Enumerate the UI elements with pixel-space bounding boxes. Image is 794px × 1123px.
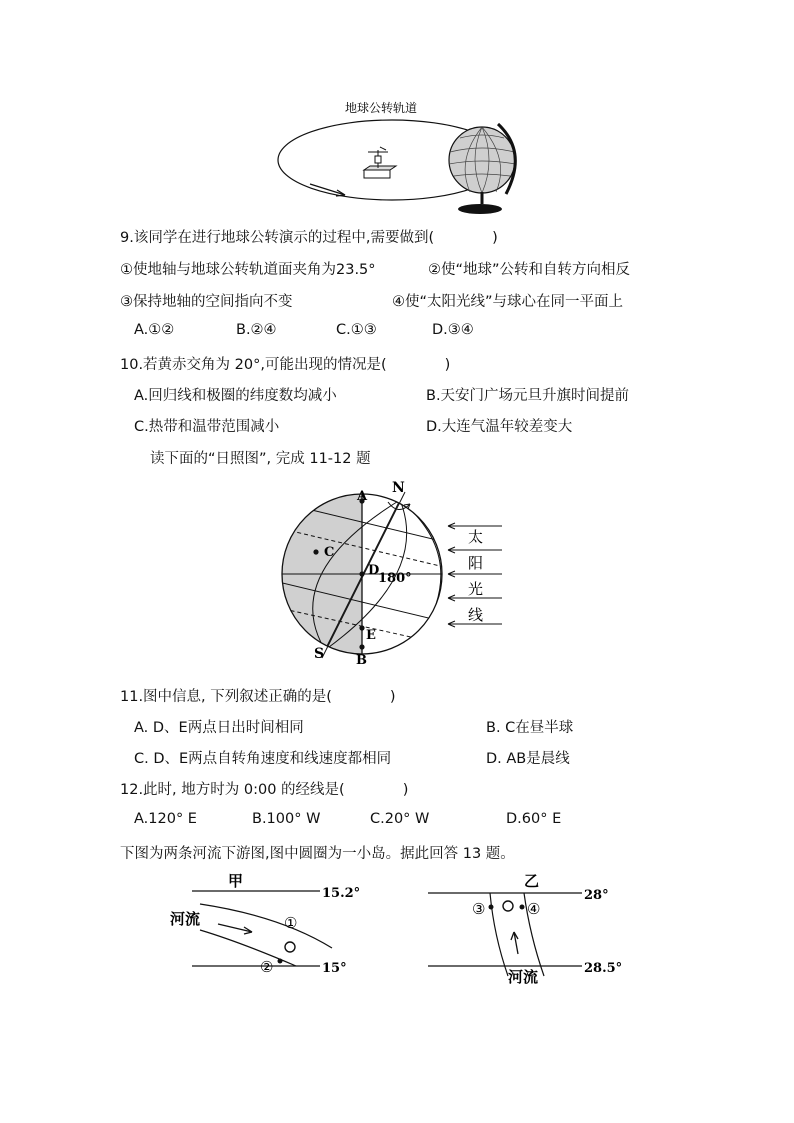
q9-option-d[interactable]: D.③④ <box>432 322 474 338</box>
q12-option-d[interactable]: D.60° E <box>506 811 562 827</box>
panel-title-jia: 甲 <box>228 872 244 890</box>
sun-label-4: 线 <box>468 606 484 624</box>
label-e: E <box>366 628 376 643</box>
q11-option-d[interactable]: D. AB是晨线 <box>486 751 570 767</box>
label-n: N <box>392 480 405 496</box>
q9-stem: 9.该同学在进行地球公转演示的过程中,需要做到( ) <box>120 230 498 246</box>
q10-option-c[interactable]: C.热带和温带范围减小 <box>134 419 280 435</box>
marker-4: ④ <box>527 900 541 918</box>
q9-statement-2: ②使“地球”公转和自转方向相反 <box>428 262 631 278</box>
q11-option-b[interactable]: B. C在昼半球 <box>486 720 574 736</box>
q12-stem: 12.此时, 地方时为 0:00 的经线是( ) <box>120 782 409 798</box>
label-180: 180° <box>378 571 412 586</box>
q11-option-c[interactable]: C. D、E两点自转角速度和线速度都相同 <box>134 751 392 767</box>
lamp-device <box>364 147 396 178</box>
marker-2: ② <box>260 958 274 976</box>
label-b: B <box>356 653 367 668</box>
river-panel-jia <box>170 872 360 976</box>
marker-1: ① <box>284 914 298 932</box>
q9-option-c[interactable]: C.①③ <box>336 322 377 338</box>
river-panel-yi <box>428 872 622 986</box>
q10-option-d[interactable]: D.大连气温年较差变大 <box>426 419 573 435</box>
sun-label-2: 阳 <box>468 554 484 572</box>
marker-3: ③ <box>472 900 486 918</box>
q9-statement-4: ④使“太阳光线”与球心在同一平面上 <box>392 294 624 310</box>
lat-15: 15° <box>322 961 347 976</box>
q9-option-a[interactable]: A.①② <box>134 322 175 338</box>
q11-option-a[interactable]: A. D、E两点日出时间相同 <box>134 720 304 736</box>
q9-statement-1: ①使地轴与地球公转轨道面夹角为23.5° <box>120 262 376 278</box>
label-c: C <box>324 545 335 560</box>
label-d: D <box>368 563 380 578</box>
panel-title-yi: 乙 <box>524 872 540 890</box>
lat-28: 28° <box>584 888 609 903</box>
river-label-jia: 河流 <box>170 910 201 928</box>
intro-q13: 下图为两条河流下游图,图中圆圈为一小岛。据此回答 13 题。 <box>120 846 515 862</box>
q10-stem: 10.若黄赤交角为 20°,可能出现的情况是( ) <box>120 357 451 373</box>
q12-option-a[interactable]: A.120° E <box>134 811 197 827</box>
label-a: A <box>357 489 368 504</box>
sun-label-1: 太 <box>468 528 484 546</box>
q9-option-b[interactable]: B.②④ <box>236 322 277 338</box>
q12-option-b[interactable]: B.100° W <box>252 811 321 827</box>
q9-statement-3: ③保持地轴的空间指向不变 <box>120 294 293 310</box>
q11-stem: 11.图中信息, 下列叙述正确的是( ) <box>120 689 396 705</box>
globe-icon <box>449 124 515 214</box>
orbit-figure <box>270 92 530 217</box>
lat-15-2: 15.2° <box>322 886 361 901</box>
orbit-label: 地球公转轨道 <box>345 101 418 115</box>
river-label-yi: 河流 <box>508 968 539 986</box>
sun-label-3: 光 <box>468 580 484 598</box>
q12-option-c[interactable]: C.20° W <box>370 811 430 827</box>
island-yi <box>503 901 513 911</box>
island-jia <box>285 942 295 952</box>
q10-option-b[interactable]: B.天安门广场元旦升旗时间提前 <box>426 388 630 404</box>
label-s: S <box>314 646 325 662</box>
lat-28-5: 28.5° <box>584 961 623 976</box>
illumination-figure <box>270 478 520 668</box>
q10-option-a[interactable]: A.回归线和极圈的纬度数均减小 <box>134 388 337 404</box>
intro-q11-12: 读下面的“日照图”, 完成 11-12 题 <box>150 451 371 467</box>
rivers-figure <box>160 866 630 991</box>
